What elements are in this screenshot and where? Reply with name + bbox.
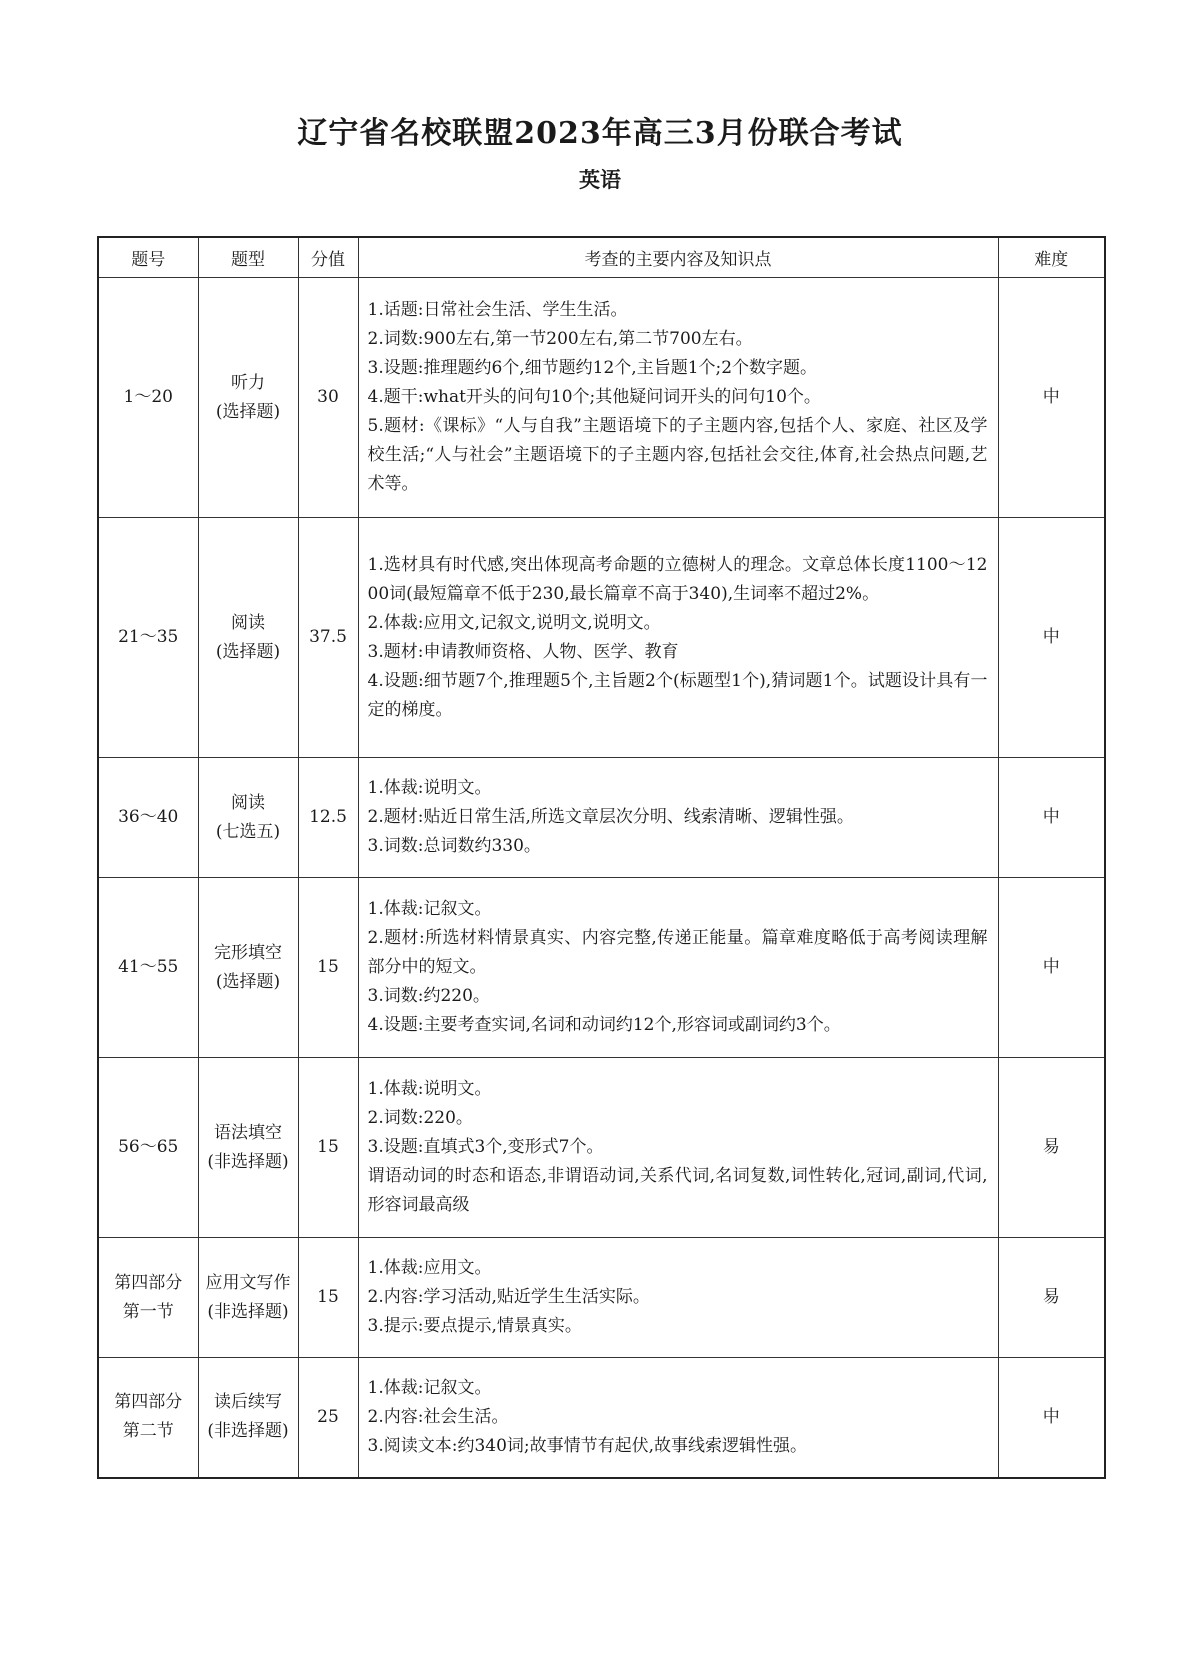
content-line: 1.体裁:记叙文。 — [367, 899, 492, 919]
row-score: 25 — [298, 1358, 358, 1478]
content-line: 3.词数:总词数约330。 — [367, 836, 541, 856]
exam-spec-table — [97, 236, 1106, 1479]
content-line: 2.内容:学习活动,贴近学生生活实际。 — [367, 1287, 650, 1307]
row-difficulty: 易 — [998, 1058, 1105, 1238]
row-number — [98, 1238, 198, 1358]
row-number-sub: 第二节 — [122, 1421, 174, 1442]
table-row — [98, 278, 1105, 518]
row-number: 56～65 — [98, 1058, 198, 1238]
row-score: 15 — [298, 1058, 358, 1238]
content-line: 2.内容:社会生活。 — [367, 1406, 509, 1427]
content-line: 1.体裁:应用文。 — [367, 1258, 492, 1278]
row-type-main: 应用文写作 — [205, 1272, 291, 1293]
content-line: 2.词数:900左右,第一节200左右,第二节700左右。 — [367, 329, 753, 349]
content-line: 2.体裁:应用文,记叙文,说明文,说明文。 — [367, 612, 661, 633]
row-type-sub: (选择题) — [215, 641, 281, 662]
content-line: 谓语动词的时态和语态,非谓语动词,关系代词,名词复数,词性转化,冠词,副词,代词,形容词最高级 — [367, 1166, 988, 1215]
row-score: 37.5 — [298, 518, 358, 758]
row-type-main: 语法填空 — [214, 1122, 282, 1143]
row-type-sub: (非选择题) — [207, 1301, 289, 1322]
row-number: 21～35 — [98, 518, 198, 758]
row-number-main: 第四部分 — [114, 1392, 183, 1413]
row-number-main: 第四部分 — [114, 1272, 183, 1293]
content-line: 1.体裁:记叙文。 — [367, 1377, 492, 1398]
row-number-sub: 第一节 — [122, 1301, 174, 1322]
table-row — [98, 878, 1105, 1058]
content-line: 3.题材:申请教师资格、人物、医学、教育 — [367, 641, 679, 662]
header-score: 分值 — [298, 237, 358, 278]
content-line: 4.题干:what开头的问句10个;其他疑问词开头的问句10个。 — [367, 387, 821, 407]
row-type-main: 完形填空 — [214, 942, 282, 963]
row-type-sub: (选择题) — [215, 401, 281, 422]
row-type-main: 读后续写 — [214, 1392, 282, 1413]
row-type-sub: (选择题) — [215, 971, 281, 992]
row-score: 30 — [298, 278, 358, 518]
row-type-sub: (非选择题) — [207, 1421, 289, 1442]
row-score: 15 — [298, 878, 358, 1058]
subject-subtitle: 英语 — [579, 168, 621, 192]
content-line: 3.提示:要点提示,情景真实。 — [367, 1316, 582, 1336]
header-difficulty: 难度 — [998, 237, 1105, 278]
row-number: 41～55 — [98, 878, 198, 1058]
row-difficulty: 中 — [998, 518, 1105, 758]
content-line: 1.体裁:说明文。 — [367, 1079, 492, 1099]
row-content — [358, 278, 998, 518]
header-type: 题型 — [198, 237, 298, 278]
row-content — [358, 1358, 998, 1478]
row-type — [198, 878, 298, 1058]
row-difficulty: 中 — [998, 278, 1105, 518]
content-line: 1.体裁:说明文。 — [367, 778, 492, 798]
row-content — [358, 1058, 998, 1238]
content-line: 3.设题:推理题约6个,细节题约12个,主旨题1个;2个数字题。 — [367, 358, 818, 378]
table-row — [98, 1358, 1105, 1478]
row-type — [198, 1238, 298, 1358]
table-row — [98, 1058, 1105, 1238]
row-type-main: 听力 — [231, 372, 265, 393]
row-type — [198, 758, 298, 878]
row-type-sub: (七选五) — [215, 821, 281, 842]
content-line: 5.题材:《课标》“人与自我”主题语境下的子主题内容,包括个人、家庭、社区及学校生活;“人与社会”主题语境下的子主题内容,包括社会交往,体育,社会热点问题,艺术等。 — [367, 416, 988, 494]
content-line: 3.阅读文本:约340词;故事情节有起伏,故事线索逻辑性强。 — [367, 1435, 808, 1456]
row-score: 15 — [298, 1238, 358, 1358]
row-type — [198, 278, 298, 518]
content-line: 1.话题:日常社会生活、学生生活。 — [367, 300, 628, 320]
content-line: 2.题材:贴近日常生活,所选文章层次分明、线索清晰、逻辑性强。 — [367, 807, 854, 827]
content-line: 2.词数:220。 — [367, 1108, 473, 1128]
content-line: 3.设题:直填式3个,变形式7个。 — [367, 1137, 604, 1157]
page-title: 辽宁省名校联盟2023年高三3月份联合考试 — [297, 116, 903, 151]
row-type — [198, 1358, 298, 1478]
header-number: 题号 — [98, 237, 198, 278]
header-content: 考查的主要内容及知识点 — [358, 237, 998, 278]
row-number — [98, 1358, 198, 1478]
row-number: 1～20 — [98, 278, 198, 518]
row-content — [358, 518, 998, 758]
row-score: 12.5 — [298, 758, 358, 878]
row-type-main: 阅读 — [231, 612, 265, 633]
row-content — [358, 878, 998, 1058]
table-row — [98, 518, 1105, 758]
content-line: 4.设题:主要考查实词,名词和动词约12个,形容词或副词约3个。 — [367, 1015, 841, 1035]
row-type — [198, 1058, 298, 1238]
content-line: 2.题材:所选材料情景真实、内容完整,传递正能量。篇章难度略低于高考阅读理解部分中的短文。 — [367, 928, 988, 977]
table-row — [98, 758, 1105, 878]
row-type — [198, 518, 298, 758]
content-line: 4.设题:细节题7个,推理题5个,主旨题2个(标题型1个),猜词题1个。试题设计具有一定的梯度。 — [367, 670, 988, 720]
row-type-sub: (非选择题) — [207, 1151, 289, 1172]
content-line: 3.词数:约220。 — [367, 986, 490, 1006]
row-difficulty: 易 — [998, 1238, 1105, 1358]
row-difficulty: 中 — [998, 1358, 1105, 1478]
table-row — [98, 1238, 1105, 1358]
row-number: 36～40 — [98, 758, 198, 878]
row-content — [358, 1238, 998, 1358]
row-difficulty: 中 — [998, 758, 1105, 878]
row-content — [358, 758, 998, 878]
row-difficulty: 中 — [998, 878, 1105, 1058]
table-header-row — [98, 237, 1105, 278]
content-line: 1.选材具有时代感,突出体现高考命题的立德树人的理念。文章总体长度1100～1200词(最短篇章不低于230,最长篇章不高于340),生词率不超过2%。 — [367, 554, 988, 604]
row-type-main: 阅读 — [231, 792, 265, 813]
